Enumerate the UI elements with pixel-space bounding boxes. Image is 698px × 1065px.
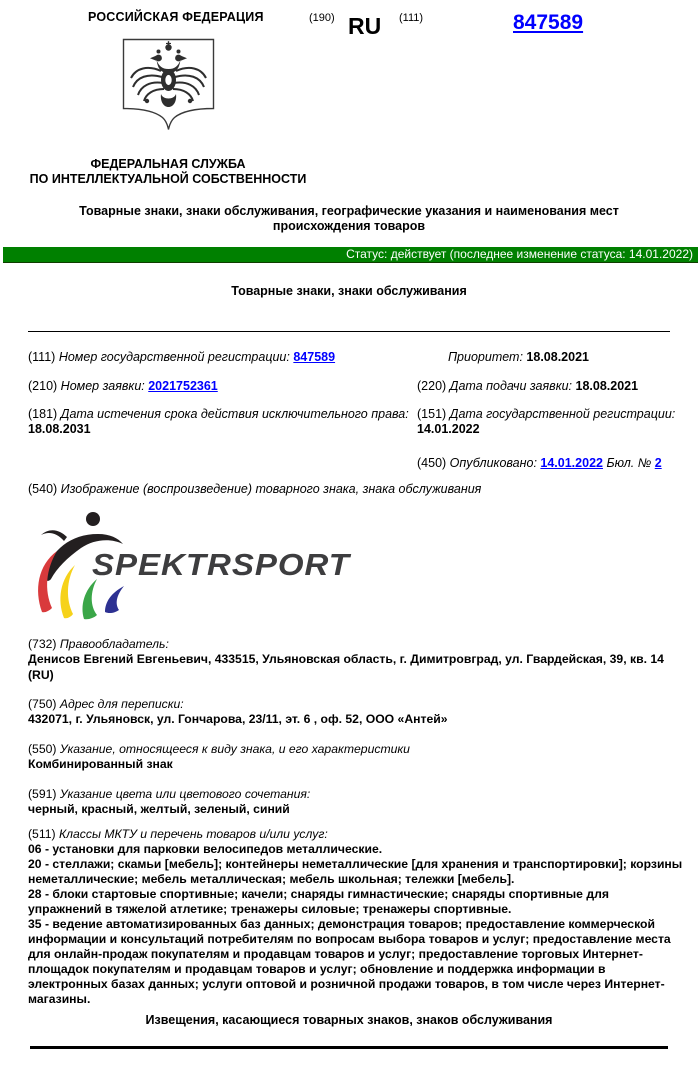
field-181-code: (181) bbox=[28, 407, 58, 421]
field-550 bbox=[28, 742, 678, 773]
notifications-section-title: Извещения, касающиеся товарных знаков, знаков обслуживания bbox=[145, 1013, 553, 1027]
field-210-label: Номер заявки: bbox=[60, 379, 145, 393]
field-181 bbox=[28, 407, 433, 436]
field-450-date-link[interactable]: 14.01.2022 bbox=[540, 456, 603, 470]
country-code: RU bbox=[348, 13, 382, 39]
field-750-code: (750) bbox=[28, 697, 57, 711]
field-151-value: 14.01.2022 bbox=[417, 421, 480, 436]
field-210-code: (210) bbox=[28, 379, 58, 393]
field-450-code: (450) bbox=[417, 456, 447, 470]
field-591 bbox=[28, 787, 678, 818]
field-220-label: Дата подачи заявки: bbox=[449, 379, 573, 393]
inid-code-111: (111) bbox=[399, 12, 424, 24]
field-750-value: 432071, г. Ульяновск, ул. Гончарова, 23/11, эт. 6 , оф. 52, ООО «Антей» bbox=[28, 712, 448, 727]
field-111-value-link[interactable]: 847589 bbox=[293, 350, 336, 364]
field-priority-value: 18.08.2021 bbox=[526, 350, 589, 364]
country-title: РОССИЙСКАЯ ФЕДЕРАЦИЯ bbox=[88, 10, 264, 24]
field-591-code: (591) bbox=[28, 787, 57, 801]
document-type-title: Товарные знаки, знаки обслуживания, географические указания и наименования мест происхождения товаров bbox=[79, 204, 619, 233]
field-450-bulletin-label: Бюл. № bbox=[606, 456, 652, 470]
field-732-value: Денисов Евгений Евгеньевич, 433515, Ульяновская область, г. Димитровград, ул. Гвардейская, 39, кв. 14 (RU) bbox=[28, 652, 664, 682]
nice-class-28: 28 - блоки стартовые спортивные; качели; снаряды гимнастические; снаряды спортивные для упражнений в тяжелой атлетике; тренажеры силовые; тренажеры спортивные. bbox=[28, 887, 609, 916]
nice-class-06: 06 - установки для парковки велосипедов металлические. bbox=[28, 842, 383, 856]
field-540-code: (540) bbox=[28, 482, 58, 496]
field-732-code: (732) bbox=[28, 637, 57, 651]
field-220 bbox=[417, 379, 638, 394]
field-111 bbox=[28, 350, 335, 365]
trademark-wordmark: SPEKTRSPORT bbox=[92, 547, 350, 582]
inid-code-190: (190) bbox=[309, 12, 335, 24]
field-priority-label: Приоритет: bbox=[448, 350, 523, 364]
field-111-code: (111) bbox=[28, 350, 56, 364]
field-450 bbox=[417, 456, 662, 471]
field-210 bbox=[28, 379, 218, 394]
field-750 bbox=[28, 697, 678, 728]
field-511 bbox=[28, 827, 683, 1007]
status-bar bbox=[3, 247, 698, 263]
agency-line1: ФЕДЕРАЛЬНАЯ СЛУЖБА bbox=[90, 157, 246, 171]
bottom-rule bbox=[30, 1046, 668, 1049]
trademark-image bbox=[30, 508, 450, 628]
field-591-label: Указание цвета или цветового сочетания: bbox=[59, 787, 311, 801]
field-450-label: Опубликовано: bbox=[449, 456, 537, 470]
coat-of-arms bbox=[122, 38, 215, 135]
status-text: Статус: действует (последнее изменение статуса: 14.01.2022) bbox=[346, 247, 693, 261]
agency-name bbox=[0, 157, 336, 187]
field-511-code: (511) bbox=[28, 827, 56, 841]
field-151-label: Дата государственной регистрации: bbox=[449, 407, 676, 421]
field-priority bbox=[448, 350, 589, 365]
nice-class-20: 20 - стеллажи; скамьи [мебель]; контейнеры неметаллические [для хранения и транспортировки]; корзины неметаллические; мебель металлическая; мебель школьная; тележки [мебель]. bbox=[28, 857, 683, 886]
field-511-label: Классы МКТУ и перечень товаров и/или услуг: bbox=[58, 827, 328, 841]
field-220-value: 18.08.2021 bbox=[575, 379, 639, 393]
double-headed-eagle-emblem-icon bbox=[122, 38, 215, 135]
field-220-code: (220) bbox=[417, 379, 447, 393]
field-450-bulletin-link[interactable]: 2 bbox=[654, 456, 662, 470]
section-title: Товарные знаки, знаки обслуживания bbox=[231, 284, 467, 298]
field-151 bbox=[417, 407, 695, 436]
field-750-label: Адрес для переписки: bbox=[59, 697, 184, 711]
field-540 bbox=[28, 482, 481, 497]
field-111-label: Номер государственной регистрации: bbox=[58, 350, 290, 364]
nice-class-35: 35 - ведение автоматизированных баз данных; демонстрация товаров; предоставление коммерческой информации и консультаций потребителям по вопросам выбора товаров и услуг; предоставление места для онлайн-продаж покупателям и продавцам товаров и услуг; предоставление торговых Интернет-площадок покупателям и продавцам товаров и услуг; обновление и поддержка информации в электронных базах данных; услуги оптовой и розничной продажи товаров, в том числе через Интернет-магазины. bbox=[28, 917, 671, 1006]
field-550-code: (550) bbox=[28, 742, 57, 756]
field-210-value-link[interactable]: 2021752361 bbox=[148, 379, 218, 393]
field-732-label: Правообладатель: bbox=[59, 637, 169, 651]
field-550-value: Комбинированный знак bbox=[28, 757, 173, 772]
field-181-value: 18.08.2031 bbox=[28, 421, 91, 436]
field-732 bbox=[28, 637, 678, 683]
agency-line2: ПО ИНТЕЛЛЕКТУАЛЬНОЙ СОБСТВЕННОСТИ bbox=[29, 172, 307, 186]
field-151-code: (151) bbox=[417, 407, 447, 421]
field-181-label: Дата истечения срока действия исключительного права: bbox=[60, 407, 409, 421]
separator-line bbox=[28, 331, 670, 332]
field-540-label: Изображение (воспроизведение) товарного знака, знака обслуживания bbox=[60, 482, 482, 496]
field-591-value: черный, красный, желтый, зеленый, синий bbox=[28, 802, 290, 817]
registration-number-link[interactable]: 847589 bbox=[513, 11, 584, 34]
field-550-label: Указание, относящееся к виду знака, и его характеристики bbox=[59, 742, 410, 756]
